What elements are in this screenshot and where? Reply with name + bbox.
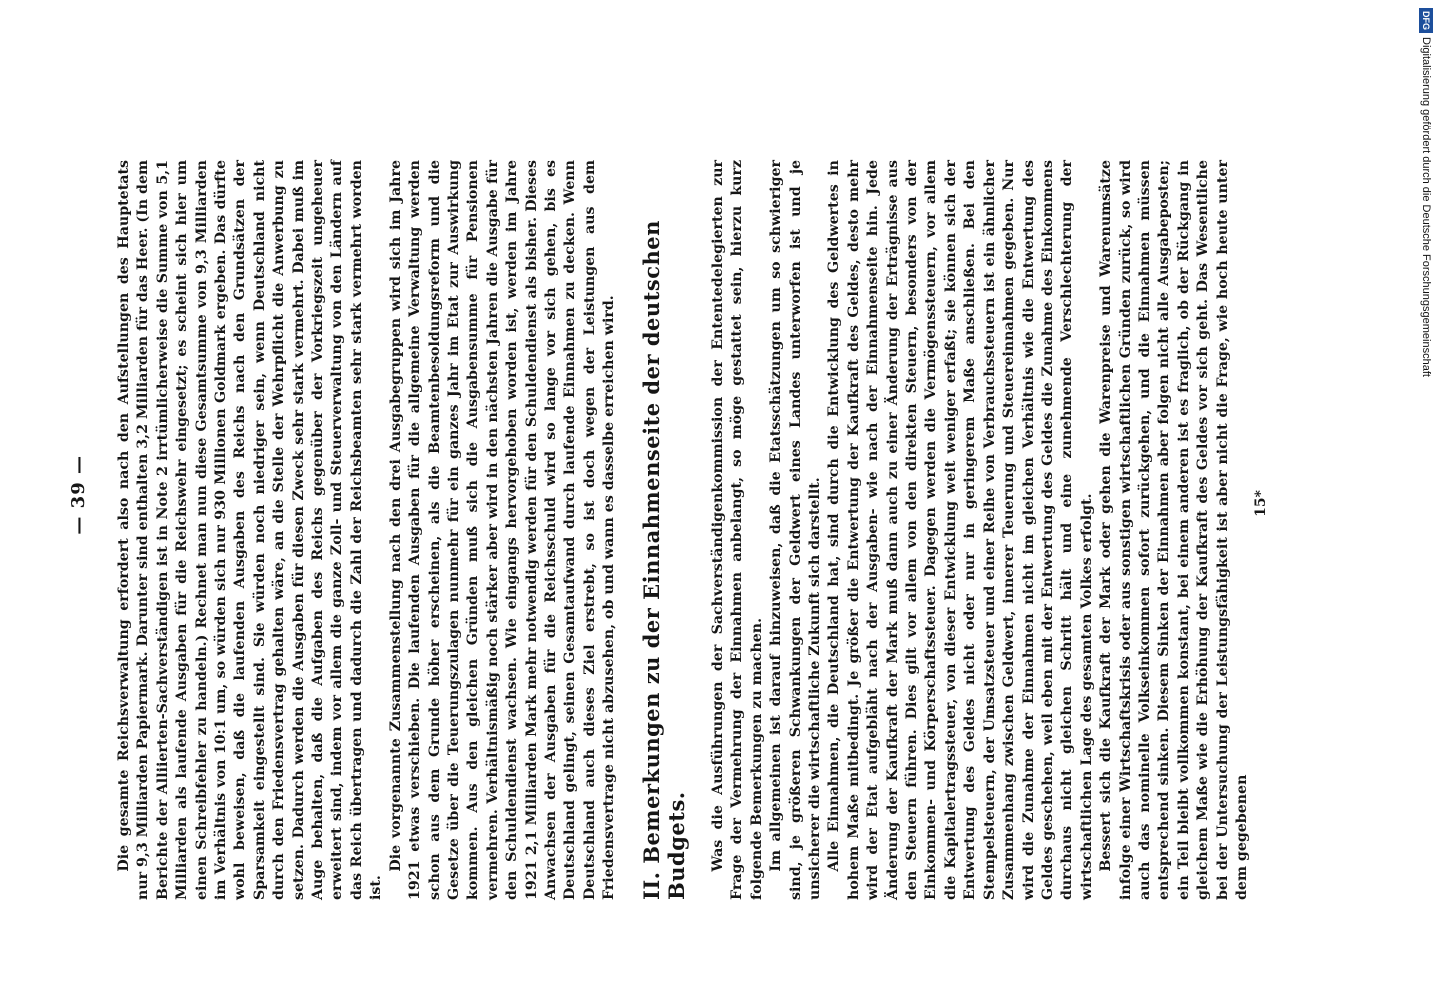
section-heading: II. Bemerkungen zu der Einnahmenseite der deutschen Budgets. [639,220,689,900]
dfg-sponsor-note [1418,8,1434,377]
paragraph: Die vorgenannte Zusammenstellung nach den drei Ausgabegruppen wird sich im Jahre 1921 etwas verschieben. Die laufenden Ausgaben für die allgemeine Verwaltung werden schon aus dem Grunde höher erscheinen, als die Beamtenbesoldungsreform und die Gesetze über die Teuerungszulagen nunmehr für ein ganzes Jahr im Etat zur Auswirkung kommen. Aus den gleichen Gründen muß sich die Ausgabensumme für Pensionen vermehren. Verhältnismäßig noch stärker aber wird in den nächsten Jahren die Ausgabe für den Schuldendienst wachsen. Wie eingangs hervorgehoben worden ist, werden im Jahre 1921 2,1 Milliarden Mark mehr notwendig werden für den Schuldendienst als bisher. Dieses Anwachsen der Ausgaben für die Reichsschuld wird so lange vor sich gehen, bis es Deutschland gelingt, seinen Gesamtaufwand durch laufende Einnahmen zu decken. Wenn Deutschland auch dieses Ziel erstrebt, so ist doch wegen der Leistungen aus dem Friedensvertrage nicht abzusehen, ob und wann es dasselbe erreichen wird. [387,160,618,900]
paragraph: Bessert sich die Kaufkraft der Mark oder gehen die Warenpreise und Warenumsätze infolge einer Wirtschaftskrisis oder aus sonstigen wirtschaftlichen Gründen zurück, so wird auch das nominelle Volkseinkommen sofort zurückgehen, und die Einnahmen müssen entsprechend sinken. Diesem Sinken der Einnahmen aber folgen nicht alle Ausgabeposten; ein Teil bleibt vollkommen konstant, bei einem anderen ist es fraglich, ob der Rückgang in gleichem Maße wie die Erhöhung der Kaufkraft des Geldes vor sich geht. Das Wesentliche bei der Untersuchung der Leistungsfähigkeit ist aber nicht die Frage, wie hoch heute unter dem gegebenen [1098,160,1250,900]
page-number-top: — 39 — [68,455,89,535]
dfg-logo: DFG [1419,8,1433,33]
page-number-bottom: 15* [1253,490,1269,517]
paragraph: Was die Ausführungen der Sachverständigenkommission der Ententedelegierten zur Frage der Vermehrung der Einnahmen anbelangt, so möge gestattet sein, hierzu kurz folgende Bemerkungen zu machen. [710,160,765,900]
sponsor-text: Digitalisierung gefördert durch die Deutsche Forschungsgemeinschaft [1420,37,1432,377]
paragraph: Die gesamte Reichsverwaltung erfordert also nach den Aufstellungen des Hauptetats nur 9,3 Milliarden Papiermark. Darunter sind enthalten 3,2 Milliarden für das Heer. (In dem Berichte der Alliierten-Sachverständigen ist in Note 2 irrtümlicherweise die Summe von 5,1 Milliarden als laufende Ausgaben für die Reichswehr eingesetzt; es scheint sich hier um einen Schreibfehler zu handeln.) Rechnet man nun diese Gesamtsumme von 9,3 Milliarden im Verhältnis von 10:1 um, so würden sich nur 930 Millionen Goldmark ergeben. Das dürfte wohl beweisen, daß die laufenden Ausgaben des Reichs nach den Grundsätzen der Sparsamkeit eingestellt sind. Sie würden noch niedriger sein, wenn Deutschland nicht durch den Friedensvertrag gehalten wäre, an die Stelle der Wehrpflicht die Anwerbung zu setzen. Dadurch werden die Ausgaben für diesen Zweck sehr stark vermehrt. Dabei muß im Auge behalten, daß die Aufgaben des Reichs gegenüber der Vorkriegszeit ungeheuer erweitert sind, indem vor allem die ganze Zoll- und Steuerverwaltung von den Ländern auf das Reich übertragen und dadurch die Zahl der Reichsbeamten sehr stark vermehrt worden ist. [116,160,385,900]
body-text-top [115,160,620,900]
paragraph: Im allgemeinen ist darauf hinzuweisen, daß die Etatsschätzungen um so schwieriger sind, je größeren Schwankungen der Geldwert eines Landes unterworfen ist und je unsicherer die wirtschaftliche Zukunft sich darstellt. [768,160,824,900]
body-text-bottom [709,160,1252,900]
paragraph: Alle Einnahmen, die Deutschland hat, sind durch die Entwicklung des Geldwertes in hohem Maße mitbedingt. Je größer die Entwertung der Kaufkraft des Geldes, desto mehr wird der Etat aufgebläht nach der Ausgaben- wie nach der Einnahmenseite hin. Jede Änderung der Kaufkraft der Mark muß dann auch zu einer Änderung der Erträgnisse aus den Steuern führen. Dies gilt vor allem von den direkten Steuern, besonders von der Einkommen- und Körperschaftssteuer. Dagegen werden die Vermögenssteuern, vor allem die Kapitalertragssteuer, von dieser Entwicklung weit weniger erfaßt; sie können sich der Entwertung des Geldes nicht oder nur in geringerem Maße anschließen. Bei den Stempelsteuern, der Umsatzsteuer und einer Reihe von Verbrauchssteuern ist ein ähnlicher Zusammenhang zwischen Geldwert, innerer Teuerung und Steuereinnahmen gegeben. Nur wird die Zunahme der Einnahmen nicht im gleichen Verhältnis wie die Entwertung des Geldes geschehen, weil eben mit der Entwertung des Geldes die Zunahme des Einkommens durchaus nicht gleichen Schritt hält und eine zunehmende Verschlechterung der wirtschaftlichen Lage des gesamten Volkes erfolgt. [826,160,1095,900]
